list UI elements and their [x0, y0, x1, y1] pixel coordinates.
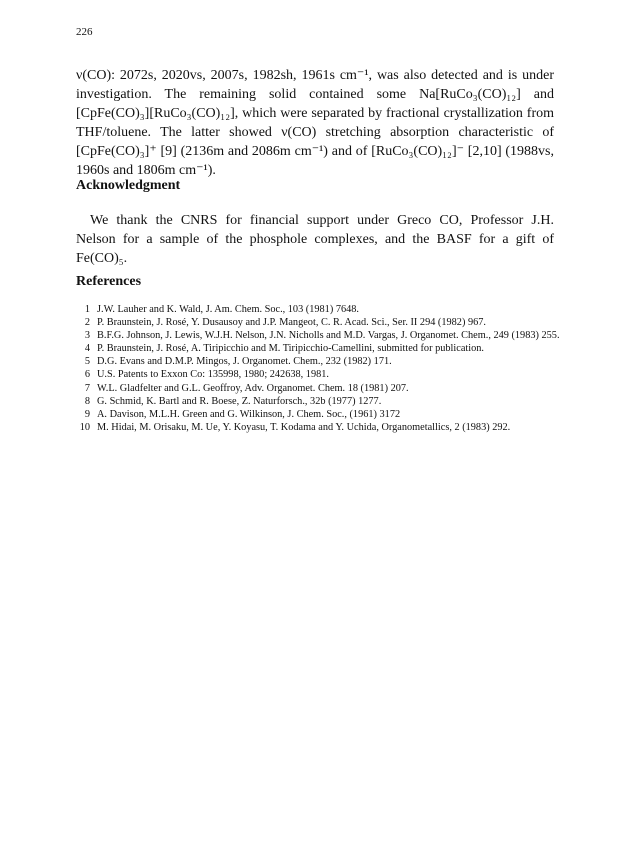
acknowledgment-heading: Acknowledgment [76, 178, 181, 193]
reference-number: 2 [84, 317, 90, 329]
reference-number: 4 [84, 343, 90, 355]
reference-text: J.W. Lauher and K. Wald, J. Am. Chem. Soc., 103 (1981) 7648. [97, 304, 360, 315]
paragraph-line: ν(CO): 2072s, 2020vs, 2007s, 1982sh, 1961s cm⁻¹, was also detected and is under [76, 68, 554, 83]
paragraph-line: 1960s and 1806m cm⁻¹). [76, 163, 216, 178]
reference-number: 3 [84, 330, 90, 342]
reference-item [76, 368, 576, 381]
reference-text: W.L. Gladfelter and G.L. Geoffroy, Adv. Organomet. Chem. 18 (1981) 207. [97, 382, 409, 394]
reference-text: P. Braunstein, J. Rosé, Y. Dusausoy and J.P. Mangeot, C. R. Acad. Sci., Ser. II 294 (1982) 967. [97, 317, 486, 329]
acknowledgment-paragraph [76, 211, 554, 268]
reference-item [76, 395, 576, 408]
paragraph-line: Nelson for a sample of the phosphole complexes, and the BASF for a gift of [76, 232, 554, 247]
reference-item [76, 355, 576, 368]
reference-number: 1 [84, 304, 90, 315]
reference-number: 10 [79, 421, 90, 433]
page-number: 226 [76, 26, 93, 38]
reference-item [76, 382, 576, 395]
paragraph-line: [CpFe(CO)₃]⁺ [9] (2136m and 2086m cm⁻¹) and of [RuCo₃(CO)₁₂]⁻ [2,10] (1988vs, [76, 144, 554, 159]
reference-item [76, 316, 576, 329]
reference-number: 5 [84, 356, 90, 368]
paragraph-line: Fe(CO)₅. [76, 251, 128, 266]
references-heading: References [76, 274, 142, 289]
paragraph-line: THF/toluene. The latter showed ν(CO) stretching absorption characteristic of [76, 125, 554, 140]
reference-number: 8 [84, 395, 90, 407]
reference-list [76, 303, 576, 434]
reference-text: B.F.G. Johnson, J. Lewis, W.J.H. Nelson, J.N. Nicholls and M.D. Vargas, J. Organomet. Chem., 249 (1983) 255. [97, 330, 560, 342]
reference-item [76, 421, 576, 434]
reference-number: 6 [84, 369, 90, 381]
reference-number: 9 [84, 408, 90, 420]
reference-text: D.G. Evans and D.M.P. Mingos, J. Organomet. Chem., 232 (1982) 171. [97, 356, 392, 368]
reference-item [76, 303, 576, 316]
reference-text: P. Braunstein, J. Rosé, A. Tiripicchio and M. Tiripicchio-Camellini, submitted for publication. [97, 343, 484, 355]
reference-item [76, 408, 576, 421]
reference-item [76, 329, 576, 342]
reference-text: A. Davison, M.L.H. Green and G. Wilkinson, J. Chem. Soc., (1961) 3172 [97, 408, 401, 420]
reference-text: G. Schmid, K. Bartl and R. Boese, Z. Naturforsch., 32b (1977) 1277. [97, 395, 382, 407]
experimental-paragraph [76, 66, 554, 180]
reference-item [76, 342, 576, 355]
reference-number: 7 [84, 382, 90, 394]
paragraph-line: investigation. The remaining solid contained some Na[RuCo₃(CO)₁₂] and [76, 87, 554, 102]
reference-text: M. Hidai, M. Orisaku, M. Ue, Y. Koyasu, T. Kodama and Y. Uchida, Organometallics, 2 (1983) 292. [97, 421, 511, 433]
paragraph-line: [CpFe(CO)₃][RuCo₃(CO)₁₂], which were separated by fractional crystallization from [76, 106, 554, 121]
reference-text: U.S. Patents to Exxon Co: 135998, 1980; 242638, 1981. [97, 369, 329, 381]
paragraph-line: We thank the CNRS for financial support under Greco CO, Professor J.H. [90, 213, 554, 228]
